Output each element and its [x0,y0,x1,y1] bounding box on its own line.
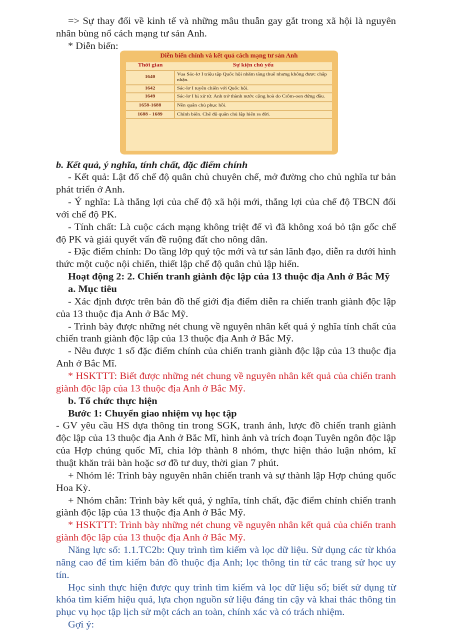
timeline-title: Diễn biến chính và kết quả cách mạng tư sản Anh [160,53,298,60]
timeline-table [126,62,332,151]
paragraph-digital-competence: Năng lực số: 1.1.TC2b: Quy trình tìm kiếm và lọc dữ liệu. Sử dụng các từ khóa nâng cao để tìm kiếm bản đồ thuộc địa Anh; lọc thông tin từ các trang sử học uy tín. [56,545,396,581]
paragraph-characteristics: - Đặc điểm chính: Do tầng lớp quý tộc mới và tư sản lãnh đạo, diễn ra dưới hình thức một cuộc nội chiến, thiết lập chế độ quân chủ lập hiến. [56,247,396,270]
heading-step-1: Bước 1: Chuyển giao nhiệm vụ học tập [68,409,237,419]
heading-organization: b. Tổ chức thực hiện [68,396,158,407]
timeline-row [126,85,332,94]
heading-developments: * Diễn biến: [68,41,119,52]
note-hskttt-1: * HSKTTT: Biết được những nét chung về nguyên nhân kết quả của chiến tranh giành độc lập của 13 thuộc địa Anh ở Bắc Mỹ. [56,371,396,395]
timeline-year: 1688 - 1689 [126,110,175,119]
timeline-year: 1640 [126,70,175,84]
timeline-image [120,51,338,155]
timeline-row [126,102,332,111]
objective-1: - Xác định được trên bản đồ thế giới địa điểm diễn ra chiến tranh giành độc lập của 13 thuộc địa Anh ở Bắc Mỹ. [56,297,396,320]
note-hskttt-2: * HSKTTT: Trình bày những nét chung về nguyên nhân kết quả của chiến tranh giành độc lập của 13 thuộc địa Anh ở Bắc Mỹ. [56,521,396,544]
timeline-header-row [126,62,332,70]
timeline-col-event: Sự kiện chủ yếu [175,62,333,70]
timeline-event: Nền quân chủ phục hồi. [175,102,333,111]
paragraph-result: - Kết quả: Lật đổ chế độ quân chủ chuyên chế, mở đường cho chủ nghĩa tư bản phát triển ở Anh. [56,173,396,196]
heading-activity-2: Hoạt động 2: 2. Chiến tranh giành độc lập của 13 thuộc địa Anh ở Bắc Mỹ [68,272,390,283]
paragraph-cause-conclusion: => Sự thay đổi về kinh tế và những mâu thuẫn gay gắt trong xã hội là nguyên nhân bùng nổ cách mạng tư sản Anh. [56,16,396,40]
paragraph-digital-outcome: Học sinh thực hiện được quy trình tìm kiếm và lọc dữ liệu số; biết sử dụng từ khóa tìm kiếm hiệu quả, lựa chọn nguồn sử liệu đáng tin cậy và khai thác thông tin phục vụ học tập lịch sử một cách an toàn, chính xác và có trách nhiệm. [56,583,396,618]
timeline-row [126,70,332,84]
paragraph-hint: Gợi ý: [68,620,95,631]
paragraph-even-groups: + Nhóm chẵn: Trình bày kết quả, ý nghĩa, tính chất, đặc điểm chính chiến tranh giành độc lập của 13 thuộc địa Anh ở Bắc Mỹ. [56,496,396,519]
timeline-row [126,110,332,119]
timeline-year: 1658-1688 [126,102,175,111]
paragraph-nature: - Tính chất: Là cuộc cách mạng không triệt để vì đã không xoá bỏ tận gốc chế độ PK và giải quyết vấn đề ruộng đất cho nông dân. [56,222,396,245]
paragraph-significance: - Ý nghĩa: Là thắng lợi của chế độ xã hội mới, thắng lợi của chế độ TBCN đối với chế độ PK. [56,197,396,221]
paragraph-odd-groups: + Nhóm lẻ: Trình bày nguyên nhân chiến tranh và sự thành lập Hợp chúng quốc Hoa Kỳ. [56,471,396,494]
timeline-year: 1642 [126,85,175,94]
objective-3: - Nêu được 1 số đặc điểm chính của chiến tranh giành độc lập của 13 thuộc địa Anh ở Bắc Mĩ. [56,347,396,370]
timeline-event: Vua Sác-lơ I triệu tập Quốc hội nhằm tăng thuế nhưng không được chấp nhận. [175,70,333,84]
heading-objectives: a. Mục tiêu [68,284,117,295]
objective-2: - Trình bày được những nét chung về nguyên nhân kết quả ý nghĩa tính chất của chiến tranh giành độc lập của 13 thuộc địa Anh ở Bắc Mỹ. [56,322,396,345]
paragraph-teacher-task: - GV yêu cầu HS dựa thông tin trong SGK, tranh ảnh, lược đồ chiến tranh giành độc lập của 13 thuộc địa Anh ở Bắc Mĩ, hình ảnh và trích đoạn Tuyên ngôn độc lập của Hợp chúng quốc Mĩ, chia lớp thành 8 nhóm, thực hiện thảo luận nhóm, kĩ thuật khăn trải bàn hoặc sơ đồ tư duy, thời gian 7 phút. [56,421,396,469]
timeline-year: 1649 [126,93,175,102]
timeline-col-time: Thời gian [126,62,175,70]
timeline-row [126,93,332,102]
timeline-event: Chính biến. Chế độ quân chủ lập hiến ra đời. [175,110,333,119]
heading-results: b. Kết quả, ý nghĩa, tính chất, đặc điểm chính [56,160,248,171]
timeline-event: Sác-lơ I tuyên chiến với Quốc hội. [175,85,333,94]
timeline-event: Sác-lơ I bị xử tử. Anh trở thành nước cộng hoà do Crôm-oen đứng đầu. [175,93,333,102]
